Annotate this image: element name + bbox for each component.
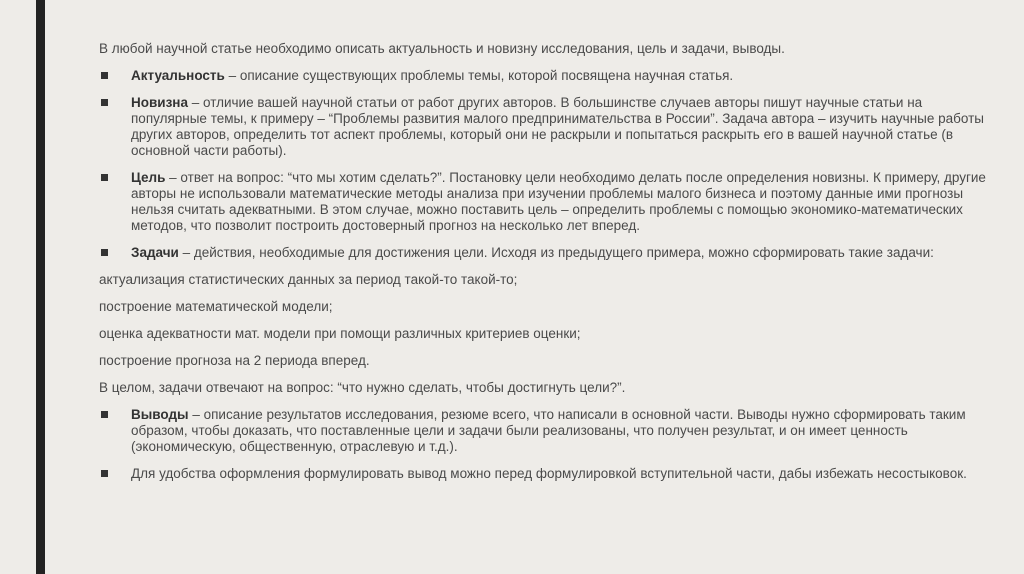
- bullet-text: – описание результатов исследования, резюме всего, что написали в основной части. Выводы нужно сформировать таким образом, чтобы доказать, что поставленные цели и задачи были реализованы, что получен результат, и он имеет ценность (экономическую, общественную, отраслевую и т.д.).: [131, 407, 966, 454]
- task-item: построение прогноза на 2 периода вперед.: [99, 353, 370, 368]
- task-item: оценка адекватности мат. модели при помощи различных критериев оценки;: [99, 326, 581, 341]
- square-bullet-icon: [101, 99, 108, 106]
- slide-body: [99, 41, 999, 493]
- task-item: построение математической модели;: [99, 299, 333, 314]
- bullet-relevance: [99, 68, 999, 84]
- bullet-text: Для удобства оформления формулировать вывод можно перед формулировкой вступительной части, дабы избежать несостыковок.: [131, 466, 967, 481]
- square-bullet-icon: [101, 249, 108, 256]
- bullet-term: Задачи: [131, 245, 179, 260]
- bullet-text: – ответ на вопрос: “что мы хотим сделать?”. Постановку цели необходимо делать после определения новизны. К примеру, другие авторы не использовали математические методы анализа при изучении проблемы малого бизнеса и поэтому данные ими прогнозы нельзя считать адекватными. В этом случае, можно поставить цель – определить проблемы с помощью экономико-математических методов, что позволит построить достоверный прогноз на несколько лет вперед.: [131, 170, 986, 233]
- bullet-novelty: [99, 95, 999, 159]
- bullet-text: – действия, необходимые для достижения цели. Исходя из предыдущего примера, можно сформировать такие задачи:: [178, 245, 934, 260]
- summary-paragraph: В целом, задачи отвечают на вопрос: “что нужно сделать, чтобы достигнуть цели?”.: [99, 380, 626, 395]
- bullet-tip: [99, 466, 999, 482]
- bullet-term: Цель: [131, 170, 166, 185]
- bullet-text: – описание существующих проблемы темы, которой посвящена научная статья.: [224, 68, 734, 83]
- intro-paragraph: В любой научной статье необходимо описать актуальность и новизну исследования, цель и задачи, выводы.: [99, 41, 785, 56]
- bullet-term: Новизна: [131, 95, 188, 110]
- bullet-conclusions: [99, 407, 999, 455]
- bullet-tasks: [99, 245, 999, 261]
- bullet-goal: [99, 170, 999, 234]
- square-bullet-icon: [101, 72, 108, 79]
- square-bullet-icon: [101, 174, 108, 181]
- bullet-text: – отличие вашей научной статьи от работ других авторов. В большинстве случаев авторы пишут научные статьи на популярные темы, к примеру – “Проблемы развития малого предпринимательства в России”. Задача автора – изучить научные работы других авторов, определить тот аспект проблемы, который они не раскрыли и попытаться раскрыть его в вашей научной статье (в основной части работы).: [131, 95, 984, 158]
- bullet-term: Выводы: [131, 407, 189, 422]
- bullet-term: Актуальность: [131, 68, 225, 83]
- square-bullet-icon: [101, 411, 108, 418]
- square-bullet-icon: [101, 470, 108, 477]
- slide-accent-bar: [36, 0, 45, 574]
- task-item: актуализация статистических данных за период такой-то такой-то;: [99, 272, 518, 287]
